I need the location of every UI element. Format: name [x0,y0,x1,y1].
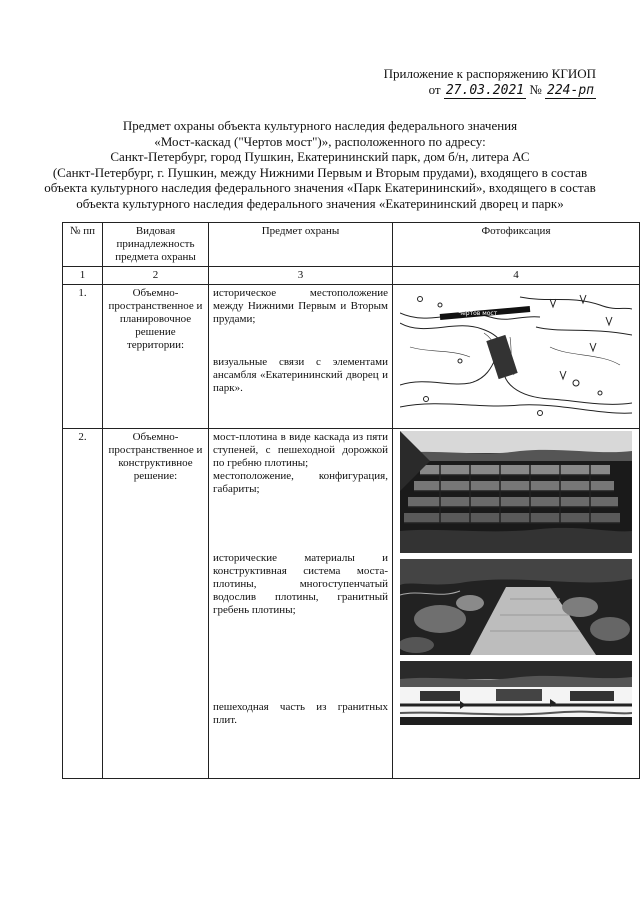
row-number: 1. [63,285,103,429]
number-label: № [529,82,542,97]
row-photo [393,429,640,779]
col-number: 4 [393,267,640,285]
order-date: 27.03.2021 [445,83,525,98]
order-reference [429,82,596,99]
map-label: Чертов мост [458,310,498,317]
col-number: 1 [63,267,103,285]
table-row [63,429,640,779]
table-header-row [63,223,640,267]
header-type: Видовая принадлежность предмета охраны [103,223,209,267]
from-label: от [428,82,441,97]
title-line: объекта культурного наследия федерального значения «Екатерининский дворец и парк» [76,195,564,211]
title-line: Санкт-Петербург, город Пушкин, Екатерининский парк, дом б/н, литера АС [110,149,530,165]
document-title [20,118,620,212]
header-number: № пп [63,223,103,267]
site-map-image [400,287,632,425]
order-number: 224-рп [547,83,594,98]
title-line: «Мост-каскад ("Чертов мост")», расположенного по адресу: [154,133,486,149]
header-subject: Предмет охраны [209,223,393,267]
row-type: Объемно-пространственное и планировочное решение территории: [103,285,209,429]
cascade-photo [400,431,632,553]
title-line: объекта культурного наследия федерального значения «Парк Екатерининский», входящего в состав [44,180,596,196]
subject-item: визуальные связи с элементами ансамбля «Екатерининский дворец и парк». [213,356,388,394]
appendix-caption: Приложение к распоряжению КГИОП [383,66,596,81]
subject-item: мост-плотина в виде каскада из пяти ступеней, с пешеходной дорожкой по гребню плотины; [213,431,388,469]
row-subject [209,285,393,429]
col-number: 3 [209,267,393,285]
subject-item: пешеходная часть из гранитных плит. [213,701,388,726]
subject-item: местоположение, конфигурация, габариты; [213,470,388,495]
protection-subject-table [62,222,640,779]
row-type: Объемно-пространственное и конструктивное решение: [103,429,209,779]
column-number-row [63,267,640,285]
dam-crest-photo [400,559,632,655]
walkway-photo [400,661,632,725]
title-line: Предмет охраны объекта культурного наследия федерального значения [122,118,518,133]
subject-item: историческое местоположение между Нижними Первым и Вторым прудами; [213,287,388,325]
row-photo [393,285,640,429]
title-line: (Санкт-Петербург, г. Пушкин, между Нижними Первым и Вторым прудами), входящего в состав [52,164,588,180]
row-number: 2. [63,429,103,779]
col-number: 2 [103,267,209,285]
row-subject [209,429,393,779]
header-photo: Фотофиксация [393,223,640,267]
subject-item: исторические материалы и конструктивная система моста-плотины, многоступенчатый водослив плотины, гранитный гребень плотины; [213,552,388,616]
table-row [63,285,640,429]
